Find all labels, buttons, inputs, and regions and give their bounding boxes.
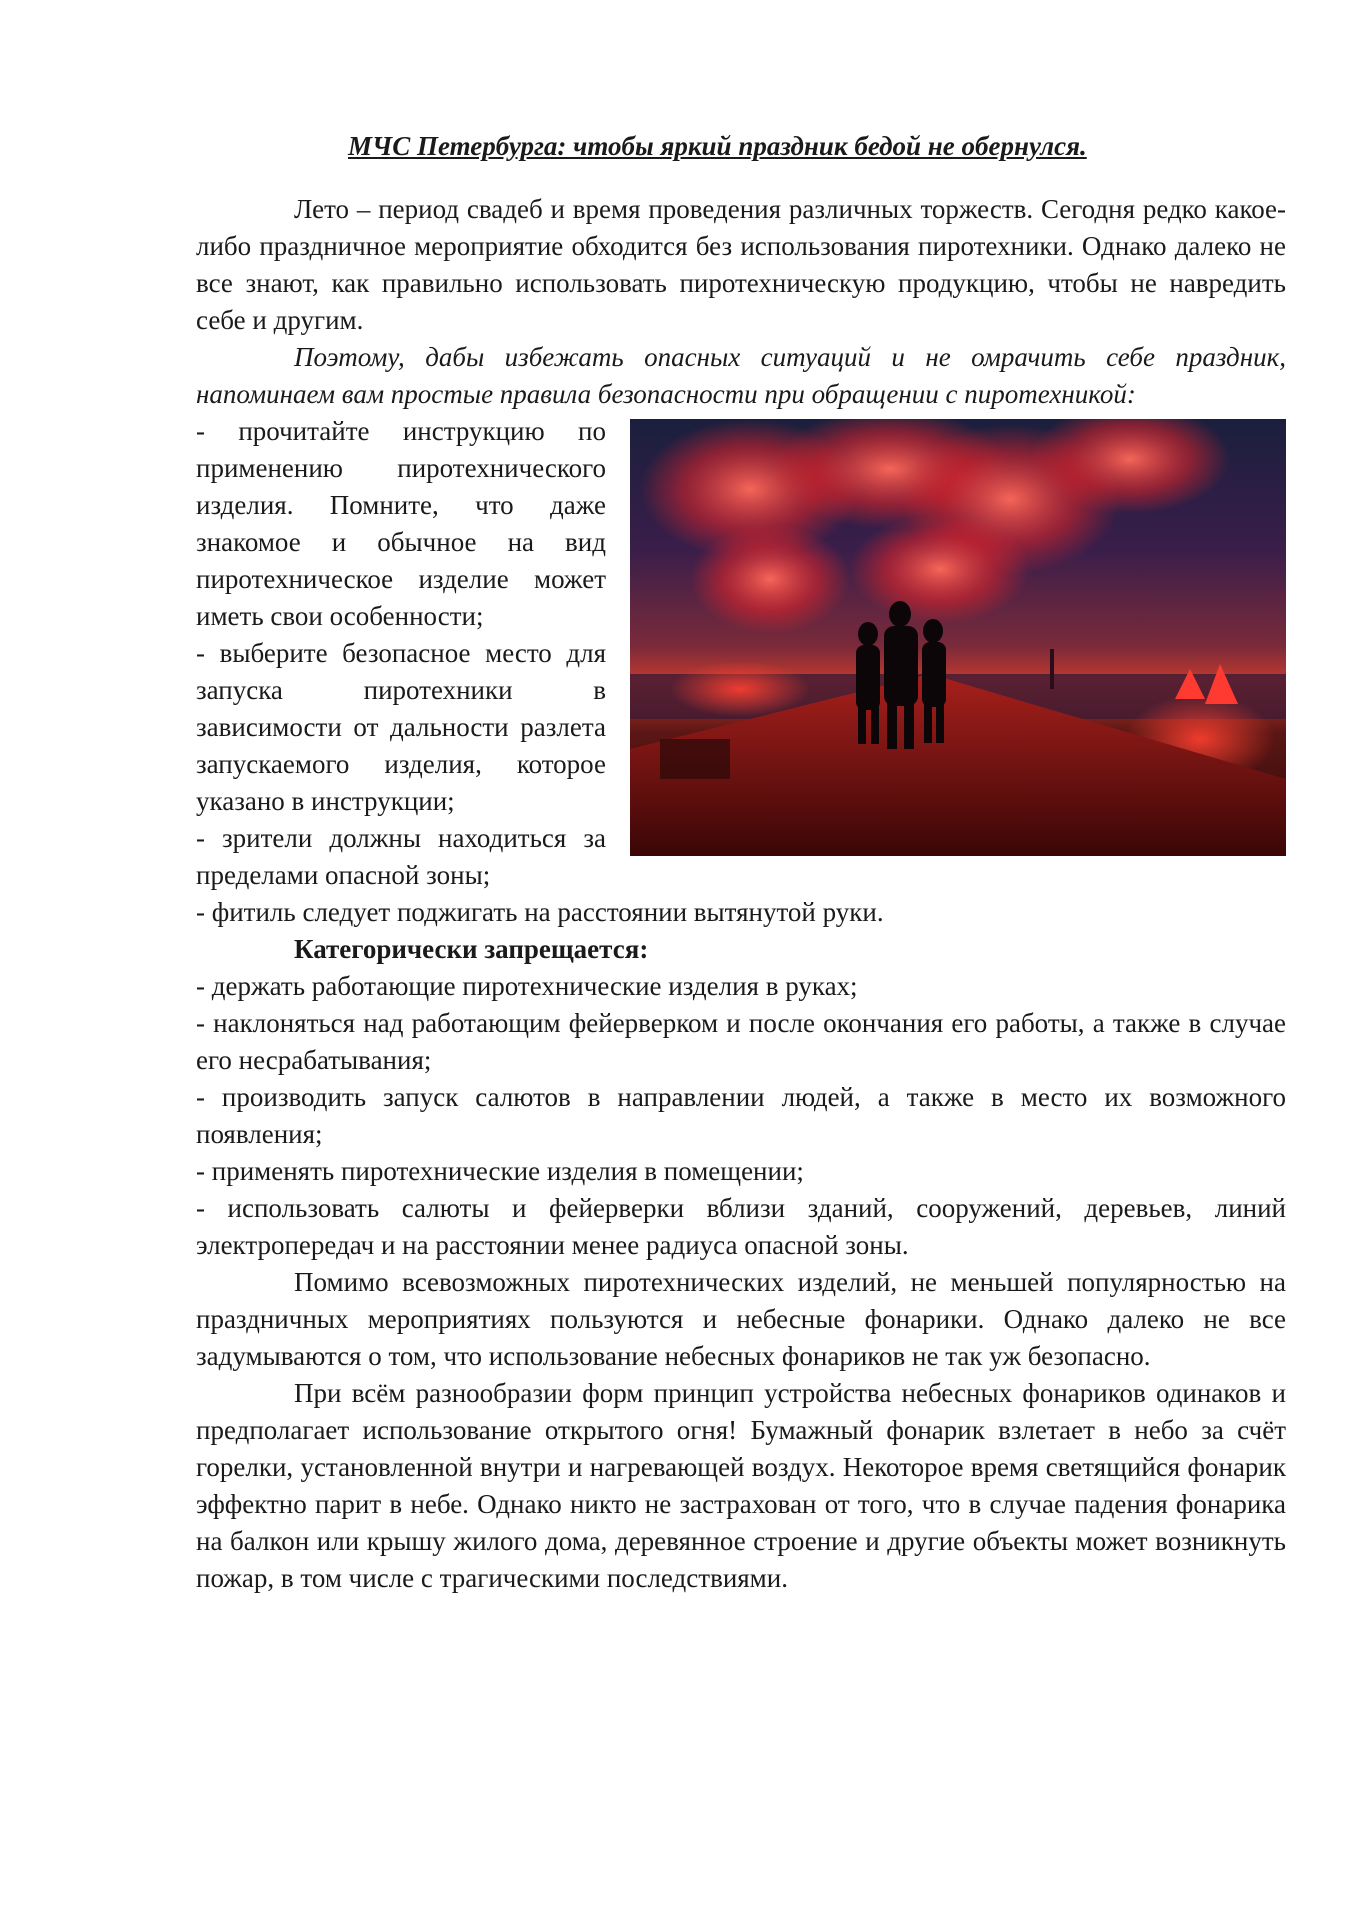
rule-item: - зрители должны находиться за пределами опасной зоны; bbox=[196, 823, 606, 890]
forbidden-heading: Категорически запрещается: bbox=[294, 934, 649, 964]
intro-italic-paragraph: Поэтому, дабы избежать опасных ситуаций и не омрачить себе праздник, напоминаем вам простые правила безопасности при обращении с пиротехникой: bbox=[196, 342, 1286, 409]
forbidden-item: - держать работающие пиротехнические изделия в руках; bbox=[196, 971, 858, 1001]
ship-glow bbox=[670, 661, 810, 717]
firework-burst bbox=[690, 524, 850, 634]
balustrade bbox=[660, 739, 730, 779]
document-body bbox=[196, 128, 1286, 1597]
document-title: МЧС Петербурга: чтобы яркий праздник бедой не обернулся. bbox=[348, 131, 1087, 161]
forbidden-item: - использовать салюты и фейерверки вблизи зданий, сооружений, деревьев, линий электропередач и на расстоянии менее радиуса опасной зоны. bbox=[196, 1193, 1286, 1260]
rule-item: - фитиль следует поджигать на расстоянии вытянутой руки. bbox=[196, 897, 884, 927]
fireworks-illustration bbox=[630, 419, 1286, 856]
forbidden-item: - наклоняться над работающим фейерверком и после окончания его работы, а также в случае его несрабатывания; bbox=[196, 1008, 1286, 1075]
forbidden-item: - производить запуск салютов в направлении людей, а также в место их возможного появления; bbox=[196, 1082, 1286, 1149]
fireworks-photo bbox=[630, 419, 1286, 856]
lanterns-paragraph: Помимо всевозможных пиротехнических изделий, не меньшей популярностью на праздничных мероприятиях пользуются и небесные фонарики. Однако далеко не все задумываются о том, что использование небесных фонариков не так уж безопасно. bbox=[196, 1267, 1286, 1371]
rule-item: - прочитайте инструкцию по применению пиротехнического изделия. Помните, что даже знакомое и обычное на вид пиротехническое изделие может иметь свои особенности; bbox=[196, 416, 606, 631]
rule-item: - выберите безопасное место для запуска пиротехники в зависимости от дальности разлета запускаемого изделия, которое указано в инструкции; bbox=[196, 638, 606, 816]
spire bbox=[1050, 649, 1054, 689]
lanterns-paragraph: При всём разнообразии форм принцип устройства небесных фонариков одинаков и предполагает использование открытого огня! Бумажный фонарик взлетает в небо за счёт горелки, установленной внутри и нагревающей воздух. Некоторое время светящийся фонарик эффектно парит в небе. Однако никто не застрахован от того, что в случае падения фонарика на балкон или крышу жилого дома, деревянное строение и другие объекты может возникнуть пожар, в том числе с трагическими последствиями. bbox=[196, 1378, 1286, 1593]
intro-paragraph: Лето – период свадеб и время проведения различных торжеств. Сегодня редко какое-либо праздничное мероприятие обходится без использования пиротехники. Однако далеко не все знают, как правильно использовать пиротехническую продукцию, чтобы не навредить себе и другим. bbox=[196, 194, 1286, 335]
forbidden-item: - применять пиротехнические изделия в помещении; bbox=[196, 1156, 804, 1186]
firework-burst bbox=[850, 514, 1030, 624]
